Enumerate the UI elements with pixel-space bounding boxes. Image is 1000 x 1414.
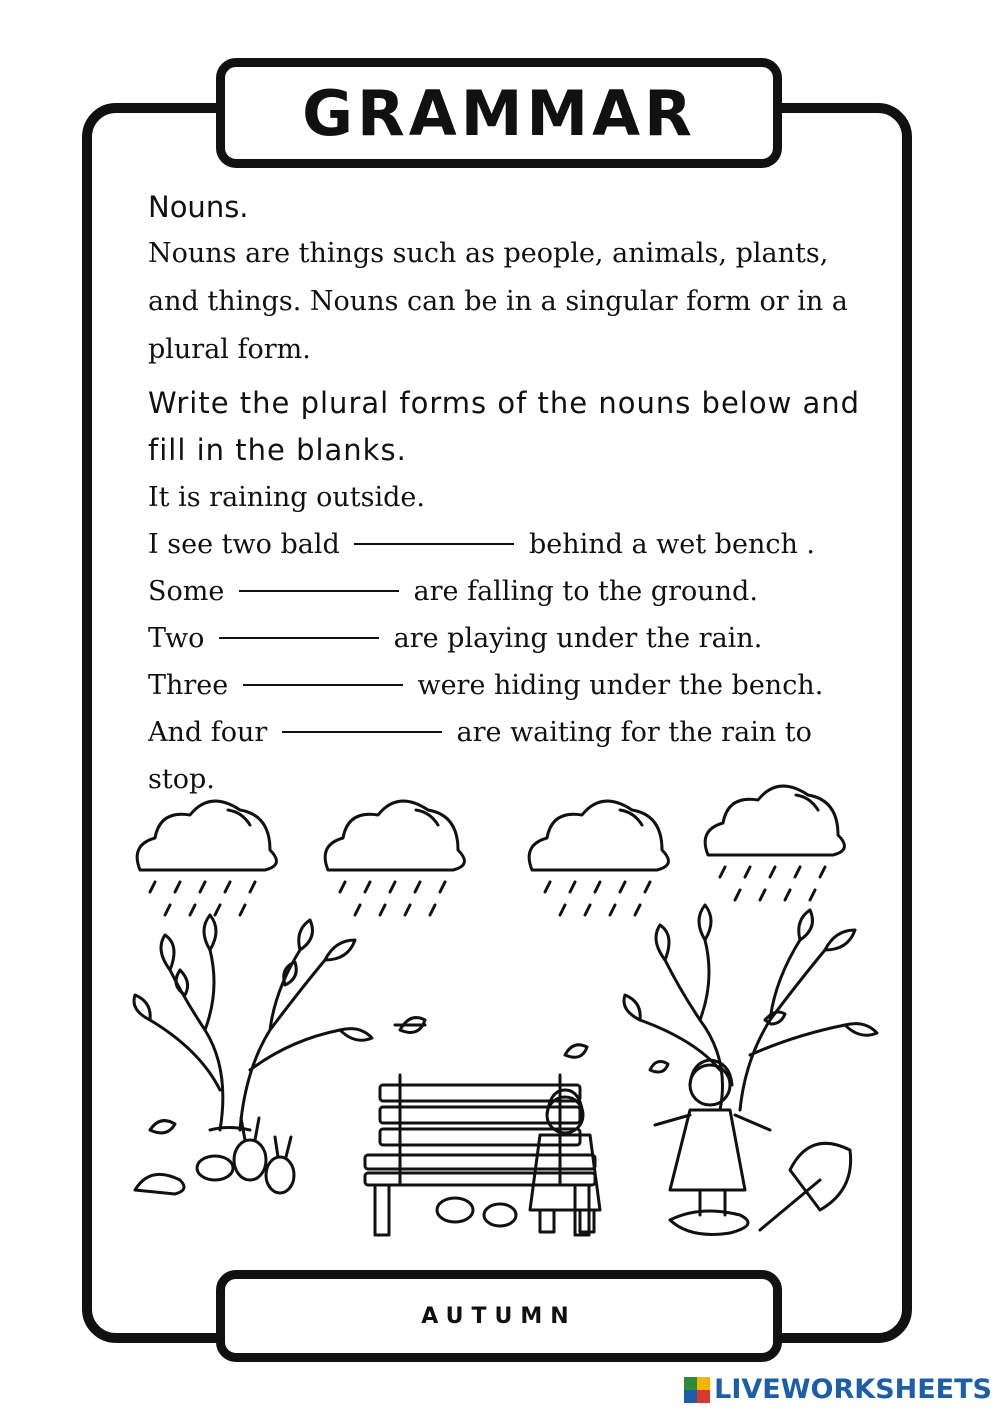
answer-input-1[interactable]: [354, 535, 518, 560]
answer-blank-4[interactable]: [243, 662, 403, 686]
story-sentence-1: I see two bald behind a wet bench .: [148, 521, 878, 568]
story-sentence-5: And four are waiting for the rain to: [148, 709, 878, 756]
footer-banner: [216, 1270, 782, 1362]
answer-input-5[interactable]: [282, 723, 446, 748]
rock-icon: [135, 1174, 184, 1194]
story-sentence-3: Two are playing under the rain.: [148, 615, 878, 662]
footer-label: AUTUMN: [421, 1303, 577, 1329]
leaf-icon: [150, 1018, 668, 1133]
umbrella-icon: [760, 1143, 851, 1230]
worksheet-content: [148, 190, 878, 803]
tree-icon: [624, 905, 877, 1110]
answer-blank-3[interactable]: [219, 615, 379, 639]
cloud-icon: [325, 801, 464, 870]
answer-blank-1[interactable]: [354, 521, 514, 545]
squirrel-icon: [765, 1012, 785, 1024]
story-sentence-4: Three were hiding under the bench.: [148, 662, 878, 709]
child-in-raincoat-icon: [655, 1060, 770, 1234]
answer-blank-2[interactable]: [239, 568, 399, 592]
page-title: GRAMMAR: [302, 76, 696, 150]
liveworksheets-logo-icon: [684, 1377, 710, 1403]
rain-icon: [150, 867, 825, 915]
definition-text: Nouns are things such as people, animals, plants, and things. Nouns can be in a singular form or in a plural form.: [148, 238, 848, 365]
story-ending: stop.: [148, 764, 215, 795]
cat-icon: [484, 1204, 516, 1226]
section-title: Nouns.: [148, 190, 249, 224]
puddle-icon: [670, 1211, 748, 1234]
child-in-raincoat-icon: [530, 1090, 600, 1232]
autumn-rain-park-illustration: [110, 770, 890, 1260]
answer-input-3[interactable]: [219, 629, 383, 654]
answer-blank-5[interactable]: [282, 709, 442, 733]
watermark-text: LIVEWORKSHEETS: [714, 1374, 992, 1405]
cloud-icon: [705, 786, 844, 855]
title-banner: [216, 58, 782, 168]
instruction-text: Write the plural forms of the nouns below and fill in the blanks.: [148, 386, 861, 467]
story-intro: It is raining outside.: [148, 482, 425, 513]
cat-icon: [437, 1198, 473, 1222]
story-sentence-2: Some are falling to the ground.: [148, 568, 878, 615]
cloud-icon: [137, 801, 276, 870]
cloud-icon: [529, 801, 668, 870]
tree-icon: [134, 915, 372, 1130]
answer-input-2[interactable]: [239, 582, 403, 607]
answer-input-4[interactable]: [243, 676, 407, 701]
watermark: [684, 1374, 992, 1405]
